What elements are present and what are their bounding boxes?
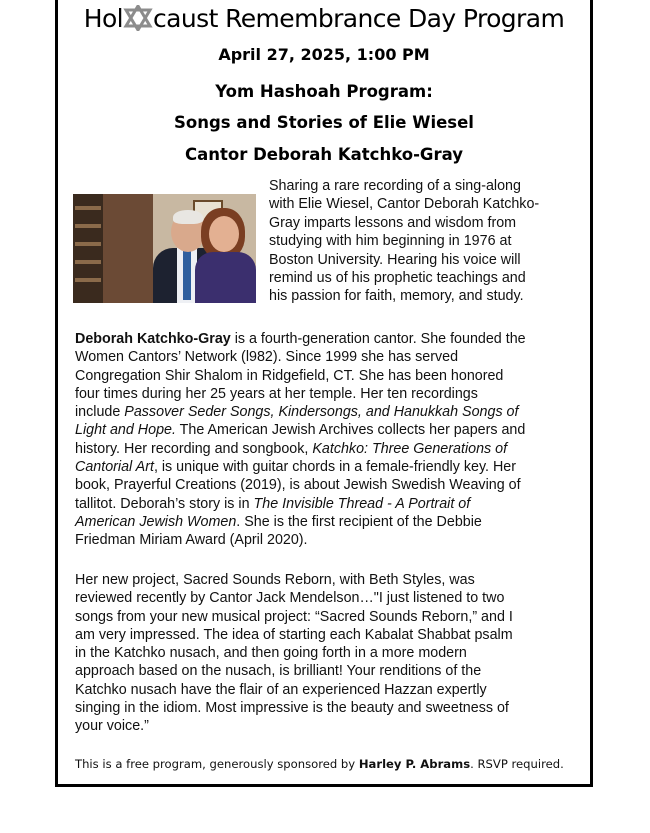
bio-text: Friedman Miriam Award (April 2020). bbox=[75, 532, 308, 549]
review-line: songs from your new musical project: “Sacred Sounds Reborn,” and I bbox=[75, 608, 513, 625]
intro-paragraph bbox=[269, 177, 579, 306]
bio-text: is a fourth-generation cantor. She founded the bbox=[230, 331, 526, 347]
title-part-2: caust Remembrance Day Program bbox=[153, 4, 565, 33]
recordings-title: Light and Hope. bbox=[75, 422, 176, 439]
review-line: approach based on the nusach, is brilliant! Your renditions of the bbox=[75, 663, 482, 680]
bio-text: history. Her recording and songbook, bbox=[75, 440, 313, 457]
bio-paragraph bbox=[75, 330, 575, 550]
review-line: am very impressed. The idea of starting each Kabalat Shabbat psalm bbox=[75, 626, 513, 643]
photo-wiesel-and-cantor bbox=[73, 194, 256, 303]
intro-line: Gray imparts lessons and wisdom from bbox=[269, 214, 517, 231]
review-line: reviewed recently by Cantor Jack Mendelson…"I just listened to two bbox=[75, 590, 505, 607]
intro-line: with Elie Wiesel, Cantor Deborah Katchko- bbox=[269, 196, 540, 213]
footer-text: This is a free program, generously sponsored by bbox=[75, 757, 359, 771]
review-line: Katchko nusach have the flair of an experienced Hazzan expertly bbox=[75, 681, 487, 698]
intro-line: Sharing a rare recording of a sing-along bbox=[269, 178, 521, 194]
bio-text: Women Cantors’ Network (l982). Since 1999 she has served bbox=[75, 349, 459, 366]
songbook-title: Cantorial Art bbox=[75, 459, 154, 476]
program-heading-1: Yom Hashoah Program: bbox=[215, 82, 433, 101]
sponsor-note bbox=[75, 757, 585, 771]
songbook-title: Katchko: Three Generations of bbox=[312, 440, 508, 457]
bio-text: The American Jewish Archives collects her papers and bbox=[175, 422, 526, 439]
page-title bbox=[55, 4, 593, 33]
bio-text: book, Prayerful Creations (2019), is about Jewish Swedish Weaving of bbox=[75, 477, 521, 494]
review-line: Her new project, Sacred Sounds Reborn, with Beth Styles, was bbox=[75, 572, 475, 588]
bio-text: tallitot. Deborah’s story is in bbox=[75, 495, 254, 512]
bio-text: four times during her 25 years at her temple. Her ten recordings bbox=[75, 385, 478, 402]
star-of-david-icon bbox=[123, 5, 153, 31]
book-title: The Invisible Thread - A Portrait of bbox=[253, 495, 471, 512]
intro-line: studying with him beginning in 1976 at bbox=[269, 233, 512, 250]
program-heading-3: Cantor Deborah Katchko-Gray bbox=[184, 145, 463, 164]
recordings-title: Passover Seder Songs, Kindersongs, and Hanukkah Songs of bbox=[124, 404, 519, 421]
intro-line: remind us of his prophetic teachings and bbox=[269, 270, 526, 287]
bio-text: Congregation Shir Shalom in Ridgefield, CT. She has been honored bbox=[75, 367, 504, 384]
review-line: in the Katchko nusach, and then going forth in a more modern bbox=[75, 645, 467, 662]
intro-line: Boston University. Hearing his voice will bbox=[269, 251, 521, 268]
book-title: American Jewish Women bbox=[75, 513, 237, 530]
event-date: April 27, 2025, 1:00 PM bbox=[218, 45, 430, 64]
footer-text: . RSVP required. bbox=[470, 757, 564, 771]
program-heading-2: Songs and Stories of Elie Wiesel bbox=[174, 113, 474, 132]
bio-name: Deborah Katchko-Gray bbox=[75, 331, 231, 347]
intro-line: his passion for faith, memory, and study. bbox=[269, 288, 524, 305]
bio-text: include bbox=[75, 404, 125, 421]
bio-text: , is unique with guitar chords in a female-friendly key. Her bbox=[153, 459, 517, 476]
review-paragraph bbox=[75, 571, 575, 736]
bio-text: . She is the first recipient of the Debbie bbox=[236, 513, 482, 530]
review-line: your voice.” bbox=[75, 718, 149, 735]
title-part-1: Hol bbox=[83, 4, 124, 33]
sponsor-name: Harley P. Abrams bbox=[358, 757, 471, 771]
review-line: singing in the idiom. Most impressive is the beauty and sweetness of bbox=[75, 700, 509, 717]
